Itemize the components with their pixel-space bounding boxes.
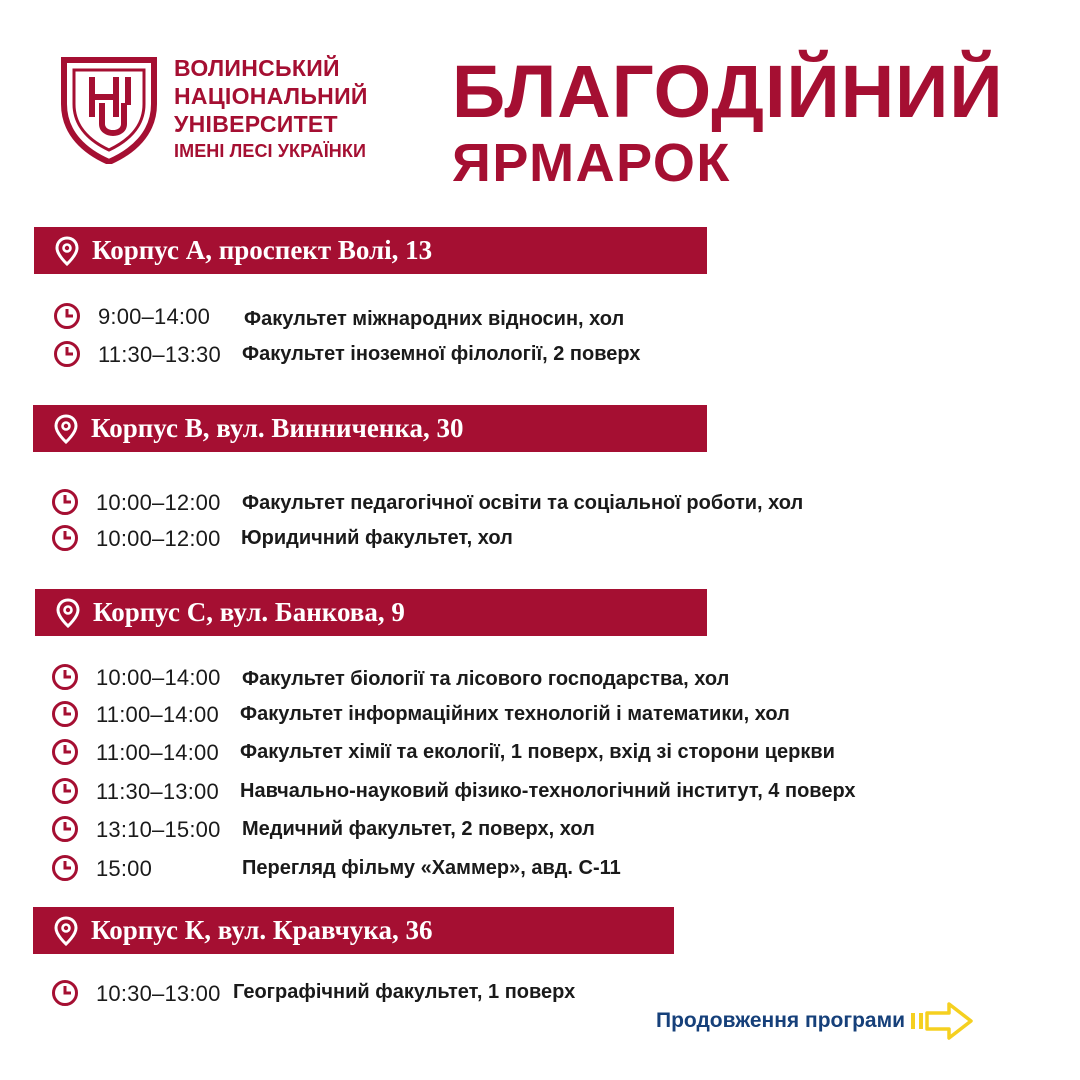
schedule-time: 11:00–14:00 [96,702,219,727]
schedule-time: 11:30–13:00 [96,779,219,804]
page-title [452,52,1004,192]
section-header-a [34,227,707,274]
clock-icon [51,979,79,1007]
schedule-description: Факультет інформаційних технологій і математики, хол [240,703,790,725]
schedule-description: Перегляд фільму «Хаммер», авд. С-11 [242,857,621,879]
schedule-time: 10:30–13:00 [96,981,221,1006]
section-location: Корпус К, вул. Кравчука, 36 [91,915,433,945]
clock-icon [53,302,81,330]
clock-icon [51,815,79,843]
section-location: Корпус А, проспект Волі, 13 [92,235,433,265]
continue-program-link[interactable] [656,1002,973,1040]
schedule-description: Факультет педагогічної освіти та соціальної роботи, хол [242,492,804,514]
location-pin-icon [53,414,79,444]
title-line-2: ЯРМАРОК [452,133,731,193]
clock-icon [53,340,81,368]
schedule-description: Юридичний факультет, хол [241,527,513,549]
clock-icon [51,524,79,552]
clock-icon [51,663,79,691]
schedule-time: 15:00 [96,856,153,881]
schedule-time: 10:00–12:00 [96,490,221,515]
schedule-description: Географічний факультет, 1 поверх [233,981,576,1003]
schedule-description: Факультет біології та лісового господарства, хол [242,668,730,690]
title-line-1: БЛАГОДІЙНИЙ [452,50,1004,133]
university-name-line: НАЦІОНАЛЬНИЙ [174,83,368,109]
clock-icon [51,738,79,766]
section-location: Корпус В, вул. Винниченка, 30 [91,413,464,443]
clock-icon [51,777,79,805]
schedule-time: 13:10–15:00 [96,817,221,842]
arrow-right-icon [911,1002,973,1040]
schedule-description: Факультет хімії та екології, 1 поверх, вхід зі сторони церкви [240,741,835,763]
clock-icon [51,488,79,516]
schedule-time: 11:00–14:00 [96,740,219,765]
section-location: Корпус С, вул. Банкова, 9 [93,597,405,627]
continue-program-label: Продовження програми [656,1009,906,1032]
schedule-description: Факультет іноземної філології, 2 поверх [242,343,641,365]
schedule-time: 11:30–13:30 [98,342,221,367]
section-header-b [33,405,707,452]
section-header-c [35,589,707,636]
schedule-description: Факультет міжнародних відносин, хол [244,308,625,330]
clock-icon [51,700,79,728]
schedule-time: 10:00–14:00 [96,665,221,690]
university-name [174,54,368,164]
university-name-line: УНІВЕРСИТЕТ [174,111,338,137]
university-logo [58,56,160,164]
schedule-time: 10:00–12:00 [96,526,221,551]
schedule-description: Навчально-науковий фізико-технологічний інститут, 4 поверх [240,780,856,802]
clock-icon [51,854,79,882]
location-pin-icon [53,916,79,946]
location-pin-icon [55,598,81,628]
university-name-line: ВОЛИНСЬКИЙ [174,55,340,81]
schedule-time: 9:00–14:00 [98,304,211,329]
university-name-line: ІМЕНІ ЛЕСІ УКРАЇНКИ [174,141,367,161]
schedule-description: Медичний факультет, 2 поверх, хол [242,818,595,840]
section-header-k [33,907,674,954]
location-pin-icon [54,236,80,266]
